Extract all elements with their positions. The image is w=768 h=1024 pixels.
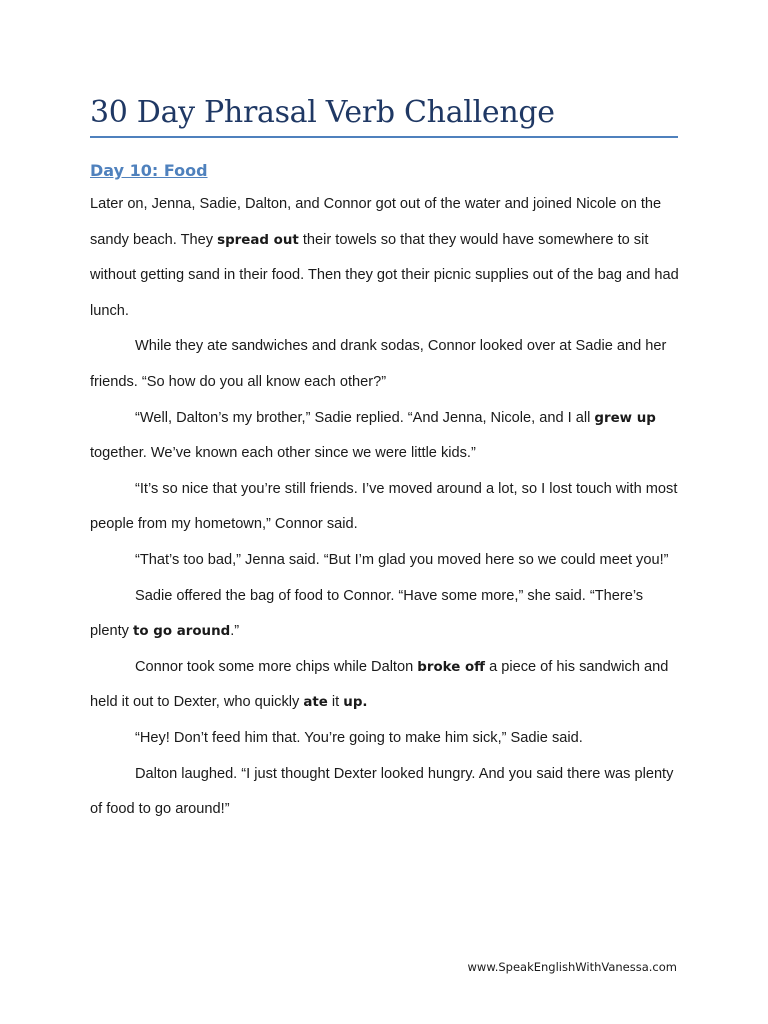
document-title: 30 Day Phrasal Verb Challenge: [90, 95, 555, 130]
footer-website: www.SpeakEnglishWithVanessa.com: [467, 960, 677, 974]
paragraph-text: their towels so that they would have somewhere to sit without getting sand in their food. Then they got their picnic supplies out of the bag and had lunch.: [90, 231, 679, 319]
story-paragraph: [90, 472, 680, 543]
paragraph-text: “Well, Dalton’s my brother,” Sadie replied. “And Jenna, Nicole, and I all: [135, 409, 595, 426]
section-heading: Day 10: Food: [90, 161, 208, 180]
paragraph-text: .”: [230, 623, 240, 640]
paragraph-text: “That’s too bad,” Jenna said. “But I’m glad you moved here so we could meet you!”: [135, 551, 669, 568]
phrasal-verb: grew up: [594, 410, 656, 426]
phrasal-verb: spread out: [217, 232, 299, 248]
story-paragraph: [90, 721, 680, 757]
phrasal-verb: ate: [303, 695, 328, 711]
paragraph-text: Sadie offered the bag of food to Connor. “Have some more,” she said. “There’s plenty: [90, 587, 644, 640]
paragraph-text: “Hey! Don’t feed him that. You’re going to make him sick,” Sadie said.: [135, 729, 583, 746]
phrasal-verb: to go around: [133, 624, 231, 640]
paragraph-text: Dalton laughed. “I just thought Dexter looked hungry. And you said there was plenty of food to go around!”: [90, 765, 674, 818]
phrasal-verb: up.: [343, 695, 368, 711]
story-body: [90, 187, 680, 828]
paragraph-text: Later on, Jenna, Sadie, Dalton, and Connor got out of the water and joined Nicole on the sandy beach. They: [90, 196, 662, 248]
paragraph-text: together. We’ve known each other since we were little kids.”: [90, 445, 476, 462]
story-paragraph: [90, 187, 680, 329]
paragraph-text: Connor took some more chips while Dalton: [135, 658, 418, 675]
story-paragraph: [90, 579, 680, 650]
paragraph-text: it: [327, 694, 344, 711]
story-paragraph: [90, 401, 680, 472]
paragraph-text: a piece of his sandwich and held it out to Dexter, who quickly: [90, 658, 669, 711]
story-paragraph: [90, 543, 680, 579]
story-paragraph: [90, 650, 680, 721]
story-paragraph: [90, 757, 680, 828]
paragraph-text: “It’s so nice that you’re still friends. I’ve moved around a lot, so I lost touch with most people from my hometown,” Connor said.: [90, 480, 678, 533]
paragraph-text: While they ate sandwiches and drank sodas, Connor looked over at Sadie and her friends. “So how do you all know each other?”: [90, 338, 667, 390]
phrasal-verb: broke off: [417, 659, 486, 675]
title-divider: [90, 136, 678, 138]
story-paragraph: [90, 329, 680, 400]
